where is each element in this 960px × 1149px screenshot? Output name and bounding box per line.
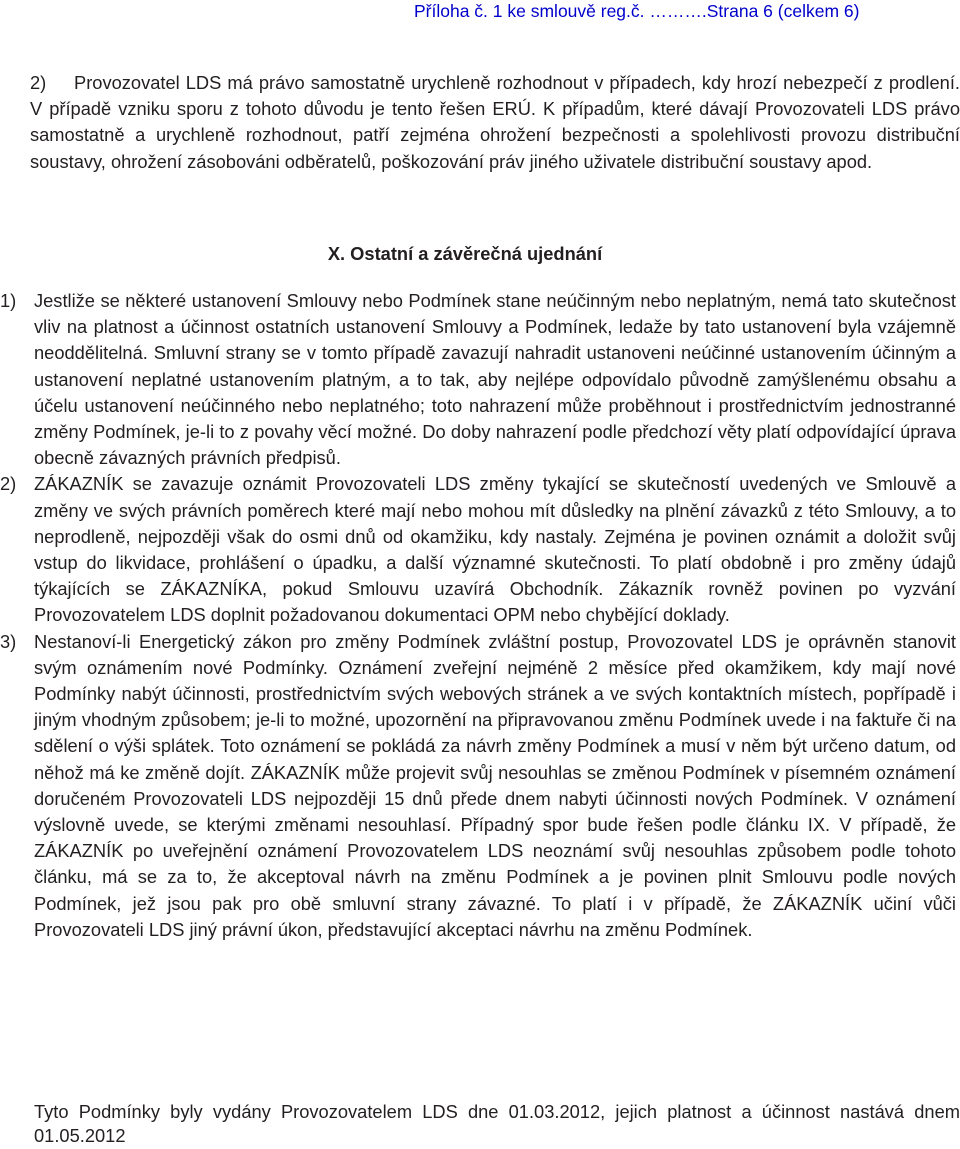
article-item-2-continued — [30, 70, 960, 175]
list-item-1 — [0, 288, 960, 471]
item-number: 3) — [0, 630, 17, 652]
item-number: 1) — [0, 290, 17, 311]
footer-note: Tyto Podmínky byly vydány Provozovatelem LDS dne 01.03.2012, jejich platnost a účinnost nastává dnem 01.05.2012 — [34, 1101, 960, 1146]
list-item-2 — [0, 471, 960, 628]
page-header: Příloha č. 1 ke smlouvě reg.č. ……….Strana 6 (celkem 6) — [414, 1, 860, 21]
item-text: ZÁKAZNÍK se zavazuje oznámit Provozovateli LDS změny tykající se skutečností uvedených ve Smlouvě a změny ve svých právních poměrech které mají nebo mohou mít důsledky na plnění závazků z této Smlouvy, a to neprodleně, nejpozději však do osmi dnů od okamžiku, kdy nastaly. Zejména je povinen oznámit a doložit svůj vstup do likvidace, prohlášení o úpadku, a další významné skutečnosti. To platí obdobně i pro změny údajů týkajících se ZÁKAZNÍKA, pokud Smlouvu uzavírá Obchodník. Zákazník rovněž povinen po vyzvání Provozovatelem LDS doplnit požadovanou dokumentaci OPM nebo chybějící doklady. — [34, 473, 956, 626]
item-text: Jestliže se některé ustanovení Smlouvy nebo Podmínek stane neúčinným nebo neplatným, nemá tato skutečnost vliv na platnost a účinnost ostatních ustanovení Smlouvy a Podmínek, ledaže by tato ustanovení byla vzájemně neoddělitelná. Smluvní strany se v tomto případě zavazují nahradit ustanoveni neúčinné ustanovením účinným a ustanovení neplatné ustanovením platným, a to tak, aby nejlépe odpovídalo původně zamýšlenému obsahu a účelu ustanovení neúčinného nebo neplatného; toto nahrazení může proběhnout i prostřednictvím jednostranné změny Podmínek, je-li to z povahy věcí možné. Do doby nahrazení podle předchozí věty platí odpovídající úprava obecně závazných právních předpisů. — [34, 290, 956, 469]
numbered-list — [0, 288, 960, 943]
item-number: 2) — [0, 473, 17, 495]
item-text: Nestanoví-li Energetický zákon pro změny Podmínek zvláštní postup, Provozovatel LDS je oprávněn stanovit svým oznámením nové Podmínky. Oznámení zveřejní nejméně 2 měsíce před okamžikem, kdy mají nové Podmínky nabýt účinnosti, prostřednictvím svých webových stránek a ve svých kontaktních místech, popřípadě i jiným vhodným způsobem; je-li to možné, upozornění na připravovanou změnu Podmínek uvede i na faktuře či na sdělení o výši splátek. Toto oznámení se pokládá za návrh změny Podmínek a musí v něm být určeno datum, od něhož má ke změně dojít. ZÁKAZNÍK může projevit svůj nesouhlas se změnou Podmínek v písemném oznámení doručeném Provozovateli LDS nejpozději 15 dnů přede dnem nabyti účinnosti nových Podmínek. V oznámení výslovně uvede, se kterými změnami nesouhlasí. Případný spor bude řešen podle článku IX. V případě, že ZÁKAZNÍK po uveřejnění oznámení Provozovatelem LDS neoznámí svůj nesouhlas způsobem podle tohoto článku, má se za to, že akceptoval návrh na změnu Podmínek a je povinen plnit Smlouvu podle nových Podmínek, jež jsou pak pro obě smluvní strany závazné. To platí i v případě, že ZÁKAZNÍK učiní vůči Provozovateli LDS jiný právní úkon, představující akceptaci návrhu na změnu Podmínek. — [34, 630, 956, 940]
item-number: 2) — [30, 72, 47, 93]
list-item-3 — [0, 629, 960, 943]
item-text: Provozovatel LDS má právo samostatně urychleně rozhodnout v případech, kdy hrozí nebezpečí z prodlení. V případě vzniku sporu z tohoto důvodu je tento řešen ERÚ. K případům, které dávají Provozovateli LDS právo samostatně a urychleně rozhodnout, patří zejména ohrožení bezpečnosti a spolehlivosti provozu distribuční soustavy, ohrožení zásobováni odběratelů, poškozování práv jiného uživatele distribuční soustavy apod. — [30, 72, 960, 172]
section-title: X. Ostatní a závěrečná ujednání — [327, 243, 603, 264]
